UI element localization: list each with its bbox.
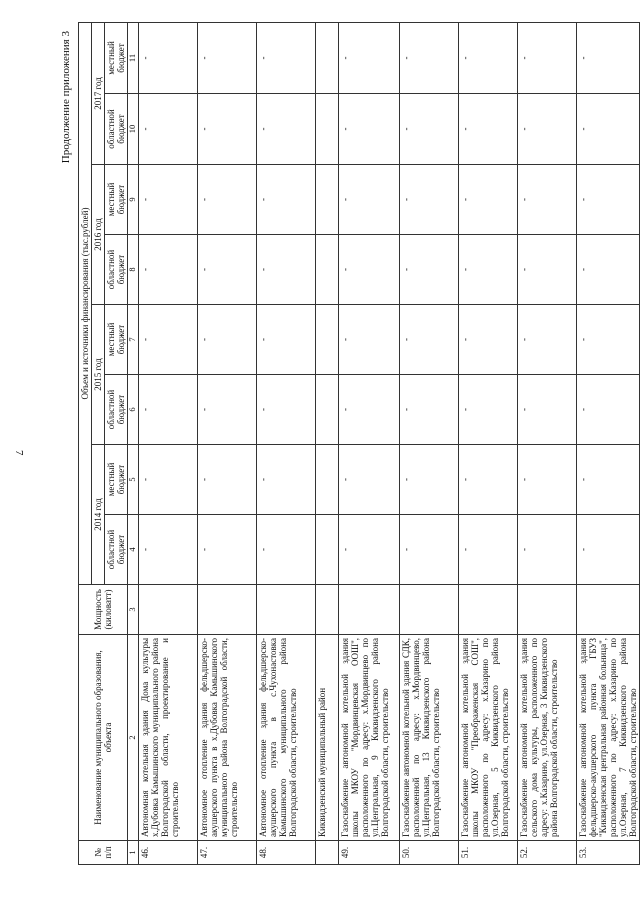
row-number: 47. <box>197 841 256 865</box>
table-row <box>576 22 639 864</box>
funding-value: - <box>399 515 458 585</box>
capacity-cell <box>315 585 338 635</box>
funding-value <box>315 305 338 375</box>
funding-value: - <box>138 165 197 235</box>
column-number-row <box>128 22 139 864</box>
funding-value: - <box>458 445 517 515</box>
row-number <box>315 841 338 865</box>
funding-value <box>315 445 338 515</box>
funding-value: - <box>338 94 399 165</box>
funding-value <box>315 94 338 165</box>
funding-value: - <box>517 515 576 585</box>
rotated-page-content <box>60 23 639 865</box>
funding-value: - <box>458 22 517 93</box>
funding-value: - <box>138 305 197 375</box>
funding-value: - <box>256 375 315 445</box>
header-year-2015: 2015 год <box>92 305 105 445</box>
header-year-2016: 2016 год <box>92 165 105 305</box>
table-row <box>256 22 315 864</box>
column-number: 8 <box>128 235 139 305</box>
funding-value: - <box>576 235 639 305</box>
table-row <box>517 22 576 864</box>
table-row <box>138 22 197 864</box>
capacity-cell <box>576 585 639 635</box>
funding-value: - <box>458 375 517 445</box>
funding-value: - <box>517 22 576 93</box>
row-number: 46. <box>138 841 197 865</box>
funding-value: - <box>338 375 399 445</box>
capacity-cell <box>399 585 458 635</box>
funding-value: - <box>338 235 399 305</box>
row-number: 50. <box>399 841 458 865</box>
funding-value: - <box>338 445 399 515</box>
object-name: Газоснабжение автономной котельной здания СДК, расположенной по адресу: х.Мордвинцево, ул.Центральная, 13 Киквидзенского района Волгоградской области, строительство <box>399 635 458 841</box>
capacity-cell <box>517 585 576 635</box>
funding-value: - <box>197 515 256 585</box>
funding-value: - <box>138 445 197 515</box>
funding-value: - <box>458 515 517 585</box>
funding-value: - <box>197 305 256 375</box>
object-name: Автономное отопление здания фельдшерско-акушерского пункта в с.Чухонастовка Камышинского муниципального района Волгоградской области, строительство <box>256 635 315 841</box>
table-row <box>338 22 399 864</box>
funding-value: - <box>138 375 197 445</box>
funding-value: - <box>576 445 639 515</box>
funding-value: - <box>517 445 576 515</box>
funding-value <box>315 515 338 585</box>
funding-value: - <box>576 375 639 445</box>
object-name: Автономное отопление здания фельдшерско-акушерского пункта в х.Дубовка Камышинского муниципального района Волгоградской области, строительство <box>197 635 256 841</box>
table-row <box>399 22 458 864</box>
funding-value: - <box>256 305 315 375</box>
funding-value: - <box>338 165 399 235</box>
funding-value <box>315 165 338 235</box>
funding-value: - <box>138 94 197 165</box>
object-name: Газоснабжение автономной котельной здания школы МКОУ "Мордвинцевская ООШ", расположенного по адресу: х.Мордвинцево по ул.Центральная, 9 Киквидзенского района Волгоградской области, строительство <box>338 635 399 841</box>
funding-value: - <box>458 235 517 305</box>
funding-value: - <box>517 94 576 165</box>
row-number: 51. <box>458 841 517 865</box>
funding-value: - <box>399 94 458 165</box>
funding-value: - <box>197 375 256 445</box>
column-number: 5 <box>128 445 139 515</box>
funding-value: - <box>399 375 458 445</box>
column-number: 4 <box>128 515 139 585</box>
object-name: Киквидзенский муниципальный район <box>315 635 338 841</box>
header-local: местный бюджет <box>105 445 128 515</box>
funding-value: - <box>399 305 458 375</box>
column-number: 3 <box>128 585 139 635</box>
funding-value: - <box>576 94 639 165</box>
header-regional: областной бюджет <box>105 235 128 305</box>
header-year-2017: 2017 год <box>92 22 105 164</box>
funding-value: - <box>256 445 315 515</box>
row-number: 52. <box>517 841 576 865</box>
column-number: 2 <box>128 635 139 841</box>
funding-value: - <box>256 515 315 585</box>
funding-value: - <box>338 515 399 585</box>
funding-value: - <box>399 165 458 235</box>
column-number: 9 <box>128 165 139 235</box>
funding-value: - <box>458 165 517 235</box>
header-funding: Объем и источники финансирования (тыс.рублей) <box>79 22 92 584</box>
capacity-cell <box>458 585 517 635</box>
funding-value: - <box>458 94 517 165</box>
funding-value: - <box>517 305 576 375</box>
funding-value: - <box>138 515 197 585</box>
funding-value: - <box>256 94 315 165</box>
column-number: 6 <box>128 375 139 445</box>
funding-value: - <box>338 305 399 375</box>
header-regional: областной бюджет <box>105 375 128 445</box>
row-number: 48. <box>256 841 315 865</box>
funding-value: - <box>576 305 639 375</box>
object-name: Газоснабжение автономной котельной здания сельского дома культуры, расположенного по адресу: х.Казарино, ул.Озерная, 3 Киквидзенского района Волгоградской области, строительство <box>517 635 576 841</box>
funding-table <box>78 22 640 865</box>
header-local: местный бюджет <box>105 305 128 375</box>
header-local: местный бюджет <box>105 165 128 235</box>
capacity-cell <box>197 585 256 635</box>
object-name: Газоснабжение автономной котельной здания школы МКОУ "Преображенская СОШ", расположенного по адресу: х.Казарино по ул.Озерная, 5 Киквидзенского района Волгоградской области, строительство <box>458 635 517 841</box>
funding-value: - <box>256 165 315 235</box>
table-row <box>458 22 517 864</box>
table-body <box>138 22 639 864</box>
object-name: Автономная котельная здания Дома культуры х.Дубовка Камышинского муниципального района Волгоградской области, проектирование и строительство <box>138 635 197 841</box>
funding-value: - <box>197 235 256 305</box>
capacity-cell <box>338 585 399 635</box>
object-name: Газоснабжение автономной котельной здания фельдшерско-акушерского пункта ГБУЗ "Киквидзенская центральная районная больница", расположенного по адресу: х.Казарино по ул.Озерная, 7 Киквидзенского района Волгоградской области, строительство <box>576 635 639 841</box>
funding-value: - <box>197 165 256 235</box>
funding-value: - <box>576 22 639 93</box>
header-local: местный бюджет <box>105 22 128 93</box>
funding-value: - <box>138 235 197 305</box>
funding-value: - <box>138 22 197 93</box>
funding-value: - <box>399 445 458 515</box>
header-regional: областной бюджет <box>105 94 128 165</box>
funding-value: - <box>338 22 399 93</box>
funding-value: - <box>256 22 315 93</box>
column-number: 10 <box>128 94 139 165</box>
header-year-2014: 2014 год <box>92 445 105 585</box>
page-number: 7 <box>13 450 25 456</box>
funding-value: - <box>197 94 256 165</box>
column-number: 11 <box>128 22 139 93</box>
column-number: 1 <box>128 841 139 865</box>
column-number: 7 <box>128 305 139 375</box>
funding-value: - <box>517 165 576 235</box>
funding-value <box>315 235 338 305</box>
header-capacity: Мощность (киловатт) <box>79 585 128 635</box>
district-row <box>315 22 338 864</box>
row-number: 49. <box>338 841 399 865</box>
funding-value: - <box>458 305 517 375</box>
header-name: Наименование муниципального образования, объекта <box>79 635 128 841</box>
funding-value: - <box>576 515 639 585</box>
funding-value <box>315 375 338 445</box>
funding-value: - <box>517 375 576 445</box>
funding-value: - <box>197 445 256 515</box>
funding-value <box>315 22 338 93</box>
funding-value: - <box>399 22 458 93</box>
row-number: 53. <box>576 841 639 865</box>
funding-value: - <box>197 22 256 93</box>
funding-value: - <box>399 235 458 305</box>
table-row <box>197 22 256 864</box>
funding-value: - <box>517 235 576 305</box>
header-no: № п/п <box>79 841 128 865</box>
capacity-cell <box>256 585 315 635</box>
continuation-label: Продолжение приложения 3 <box>60 31 72 164</box>
header-regional: областной бюджет <box>105 515 128 585</box>
funding-value: - <box>256 235 315 305</box>
funding-value: - <box>576 165 639 235</box>
capacity-cell <box>138 585 197 635</box>
